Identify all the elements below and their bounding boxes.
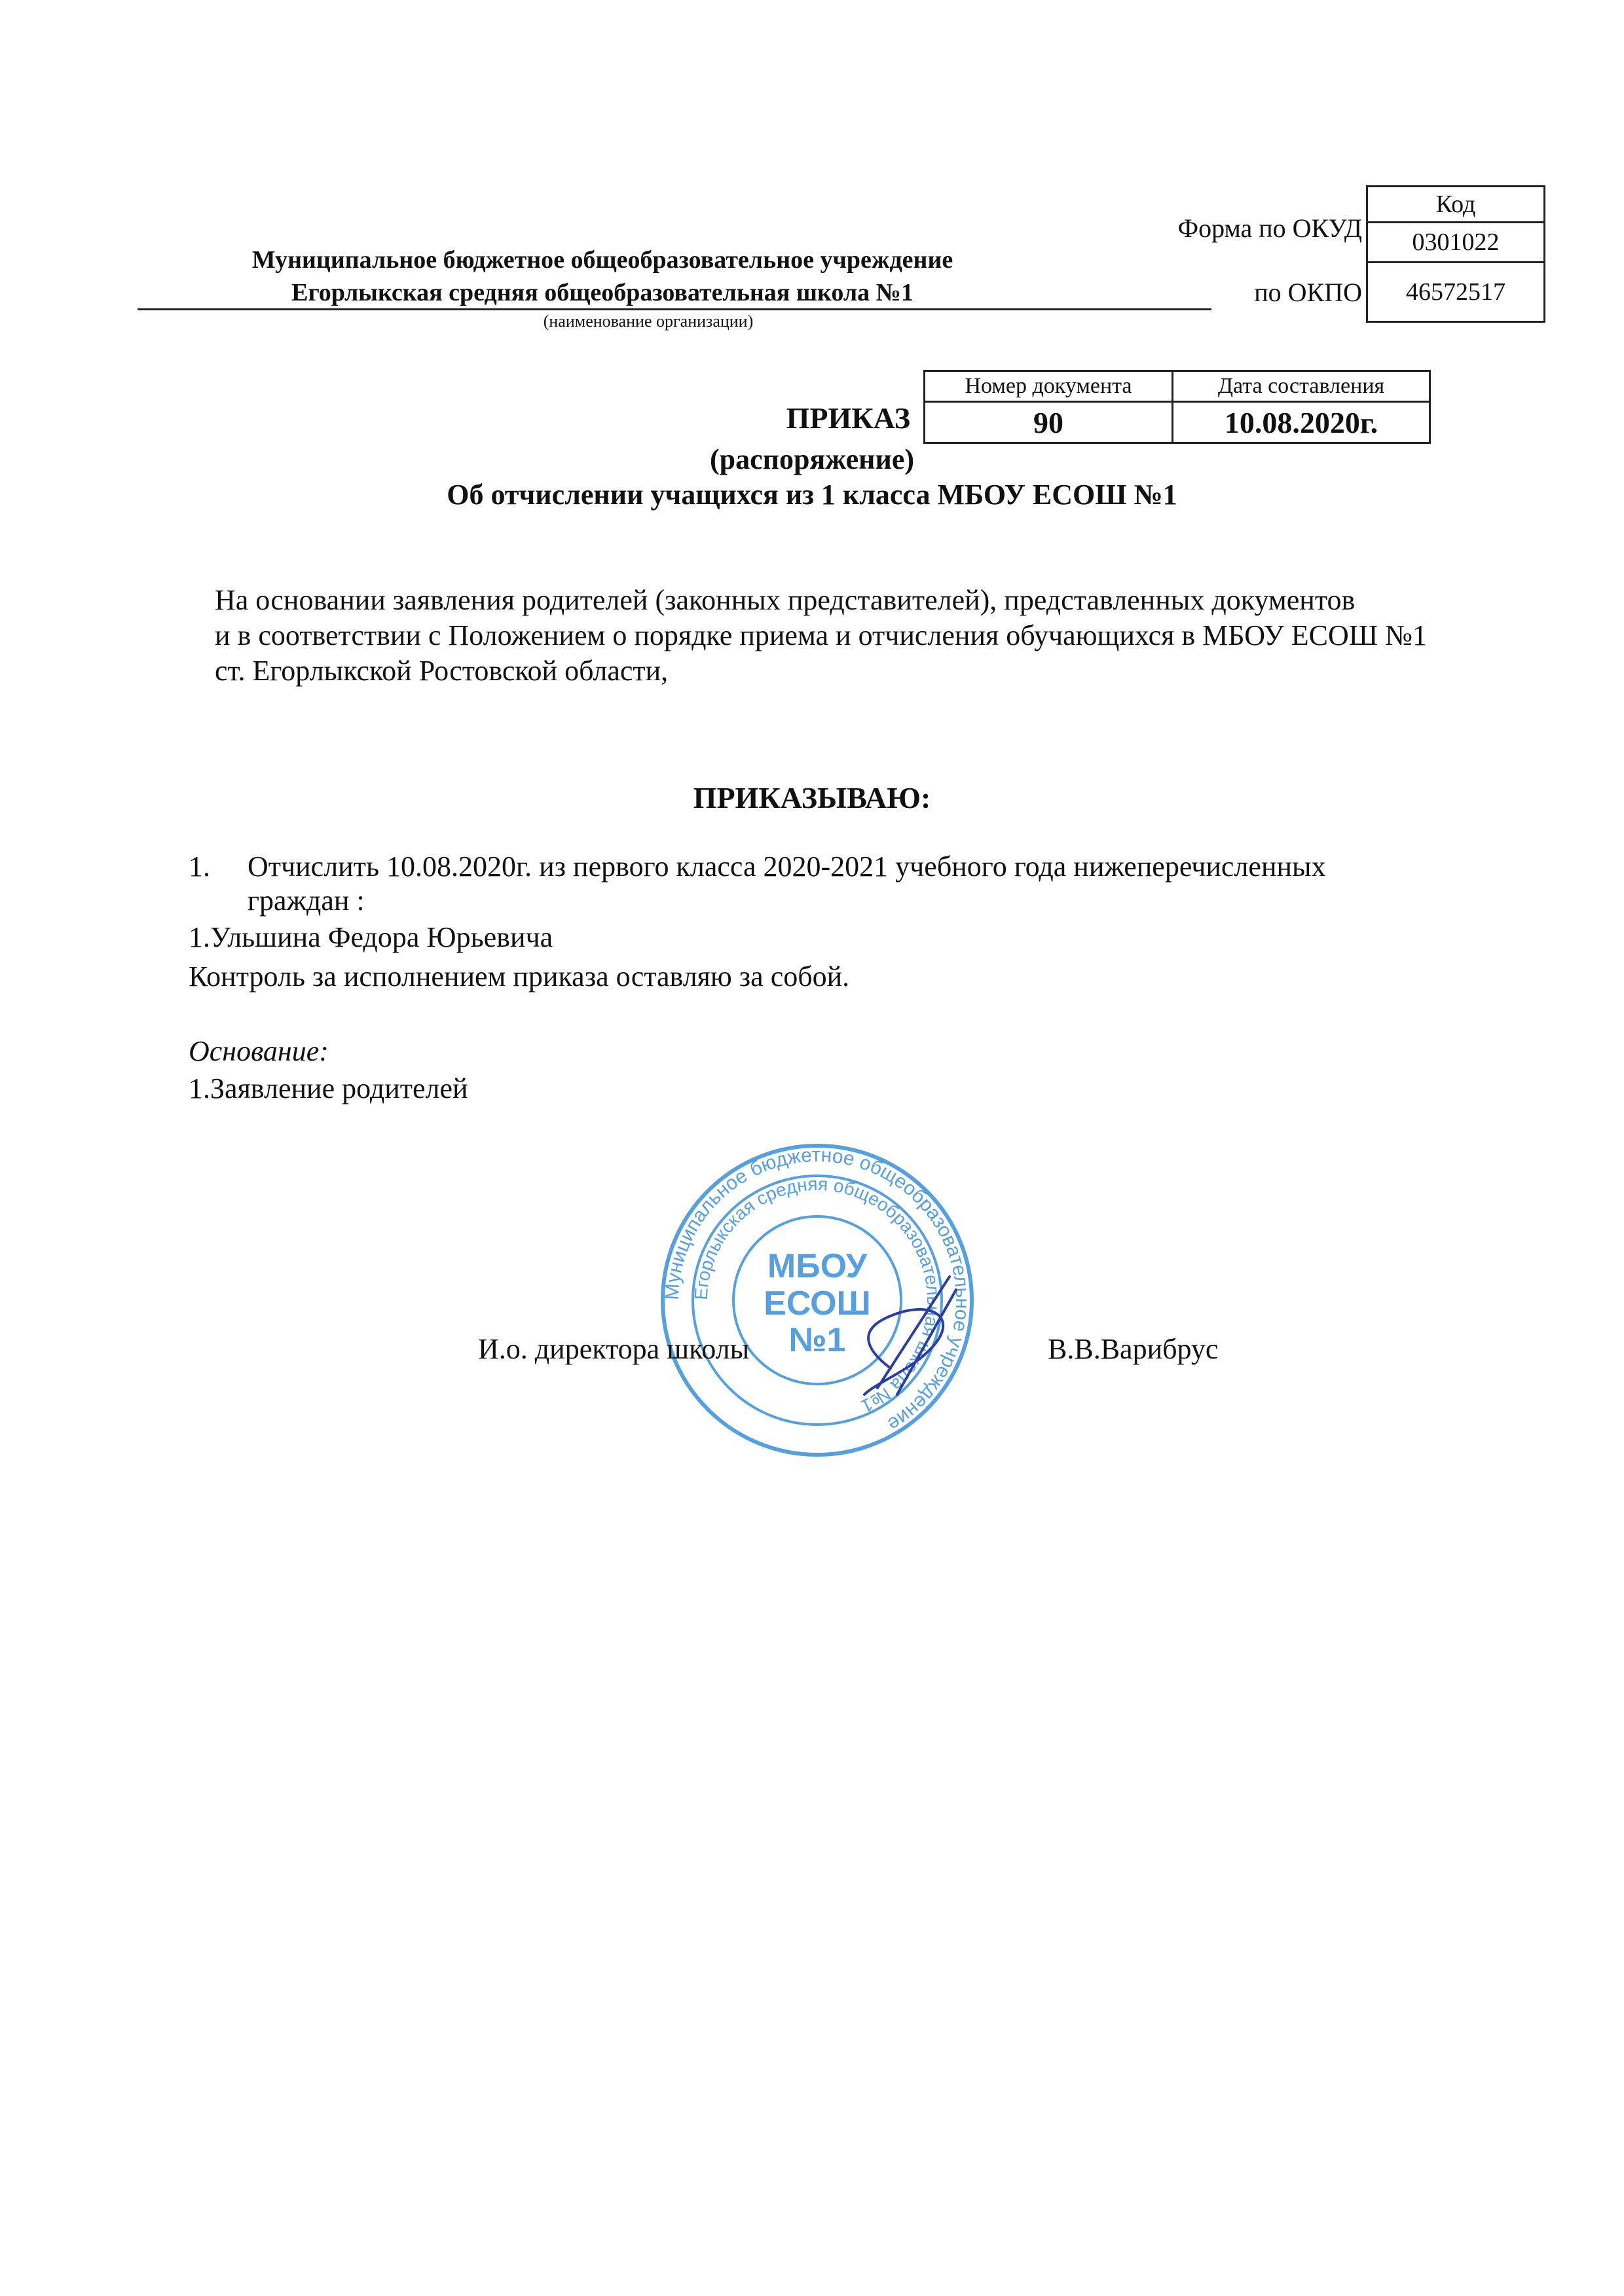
order-item-line: граждан : <box>248 884 365 917</box>
okpo-label: по ОКПО <box>1254 278 1362 307</box>
document-date-header: Дата составления <box>1173 371 1430 402</box>
basis-item: 1.Заявление родителей <box>189 1072 468 1104</box>
okud-label: Форма по ОКУД <box>1177 213 1362 243</box>
preamble-line: и в соответствии с Положением о порядке приема и отчисления обучающихся в МБОУ ЕСОШ №1 <box>215 619 1428 651</box>
stamp-center-line1: МБОУ <box>767 1247 868 1285</box>
stamp-center-line3: №1 <box>788 1321 846 1359</box>
preamble-line: На основании заявления родителей (законных представителей), представленных документов <box>215 584 1356 616</box>
control-line: Контроль за исполнением приказа оставляю за собой. <box>189 960 850 993</box>
signatory-name: В.В.Варибрус <box>1048 1333 1219 1365</box>
preamble-paragraph <box>189 583 1544 689</box>
organization-name-line2: Егорлыкская средняя общеобразовательная школа №1 <box>291 279 913 306</box>
document-subtitle: (распоряжение) <box>709 443 915 475</box>
order-item-number: 1. <box>189 850 210 883</box>
document-title: ПРИКАЗ <box>786 401 910 435</box>
okud-value: 0301022 <box>1367 223 1545 263</box>
stamp-inner-text: Егорлыкская средняя общеобразовательная школа №1 <box>690 1173 944 1417</box>
order-word: ПРИКАЗЫВАЮ: <box>693 781 931 814</box>
preamble-line: ст. Егорлыкской Ростовской области, <box>215 655 669 687</box>
document-number-table <box>923 370 1431 444</box>
organization-underline <box>138 308 1211 310</box>
stamp-center-line2: ЕСОШ <box>764 1285 871 1322</box>
student-line: 1.Ульшина Федора Юрьевича <box>189 921 553 953</box>
handwritten-signature <box>851 1270 969 1401</box>
organization-name-line1: Муниципальное бюджетное общеобразовательное учреждение <box>251 246 953 274</box>
code-header: Код <box>1367 187 1545 223</box>
okpo-value: 46572517 <box>1367 263 1545 322</box>
order-item-text <box>248 850 1518 918</box>
document-number: 90 <box>925 402 1173 443</box>
basis-label: Основание: <box>189 1035 329 1067</box>
order-item-line: Отчислить 10.08.2020г. из первого класса 2020-2021 учебного года нижеперечисленных <box>248 850 1326 883</box>
signatory-title: И.о. директора школы <box>478 1333 750 1365</box>
document-date: 10.08.2020г. <box>1173 402 1430 443</box>
document-number-header: Номер документа <box>925 371 1173 402</box>
stamp-outer-text: Муниципальное бюджетное общеобразовательное учреждение <box>661 1144 974 1436</box>
organization-caption: (наименование организации) <box>543 312 754 331</box>
code-table <box>1366 185 1545 323</box>
document-subject: Об отчислении учащихся из 1 класса МБОУ ЕСОШ №1 <box>447 479 1177 511</box>
